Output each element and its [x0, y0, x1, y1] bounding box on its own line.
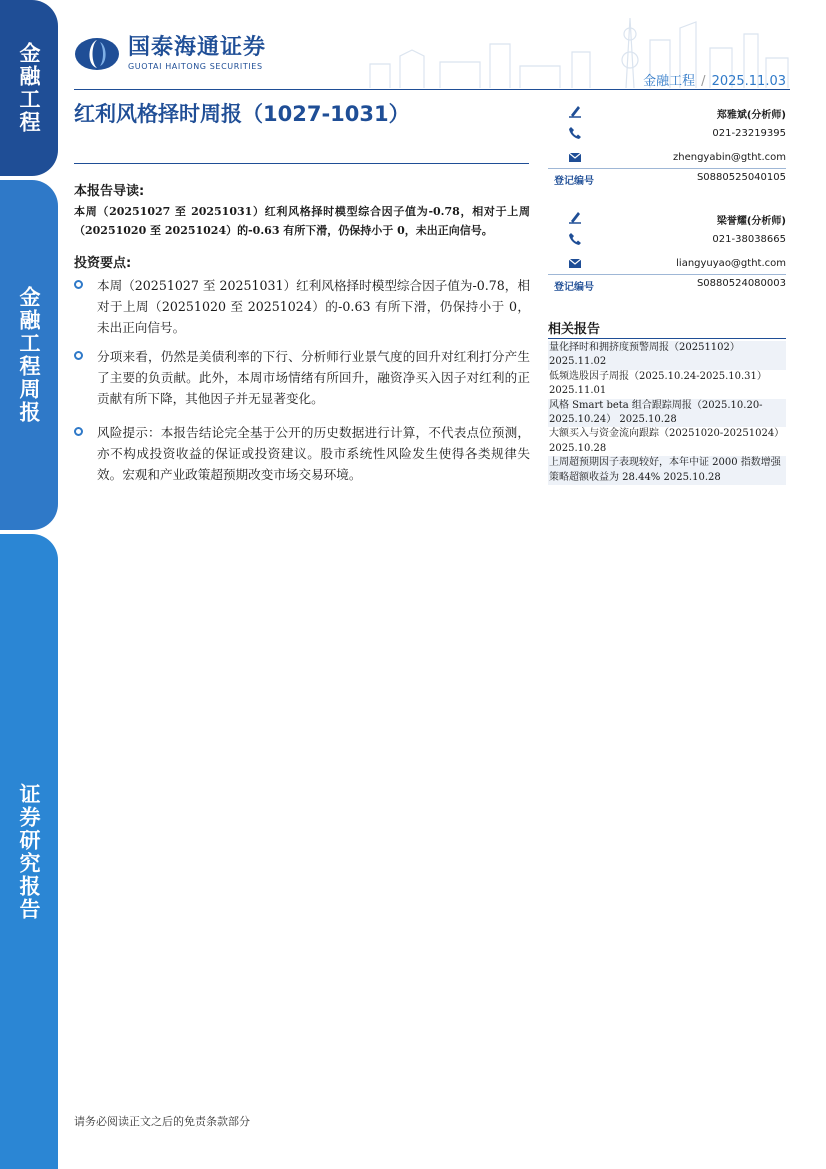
company-logo: [74, 36, 266, 72]
guide-heading: 本报告导读:: [74, 184, 145, 199]
analyst-divider: [548, 168, 786, 169]
related-report-link[interactable]: 大额买入与资金流向跟踪（20251020-20251024） 2025.10.28: [549, 428, 785, 454]
list-item: [74, 422, 530, 485]
related-report-link[interactable]: 风格 Smart beta 组合跟踪周报（2025.10.20-2025.10.24） 2025.10.28: [548, 399, 786, 428]
related-report-link[interactable]: 低频选股因子周报（2025.10.24-2025.10.31） 2025.11.01: [549, 370, 767, 397]
point-text: 分项来看，仍然是美债利率的下行、分析师行业景气度的回升对红利打分产生了主要的负贡献。此外，本周市场情绪有所回升，融资净买入因子对红利的正贡献有所下降，其他因子并无显著变化。: [97, 349, 530, 406]
pen-icon: [568, 210, 582, 224]
email-icon: [568, 256, 582, 270]
side-tab-label: 证券研究报告: [17, 782, 41, 921]
header-category: 金融工程: [643, 74, 696, 89]
analyst-email: zhengyabin@gtht.com: [673, 152, 786, 163]
phone-icon: [568, 126, 582, 140]
title-divider: [74, 163, 529, 164]
bullet-icon: [74, 427, 83, 436]
list-item: [74, 346, 530, 409]
analyst-card: [548, 210, 786, 292]
analyst-name: 梁誉耀(分析师): [716, 216, 786, 227]
related-report-link[interactable]: 上周超预期因子表现较好，本年中证 2000 指数增强策略超额收益为 28.44% 2025.10.28: [548, 456, 786, 485]
header-date: 2025.11.03: [711, 74, 786, 89]
reg-label: 登记编号: [554, 176, 594, 187]
pen-icon: [568, 104, 582, 118]
side-tab-weekly-report: [0, 180, 58, 530]
logo-mark-icon: [74, 37, 120, 71]
side-tab-research-report: [0, 534, 58, 1169]
points-heading: 投资要点:: [74, 256, 132, 271]
analyst-name: 郑雅斌(分析师): [716, 110, 786, 121]
analyst-divider: [548, 274, 786, 275]
related-reports-heading: 相关报告: [548, 322, 601, 337]
header-divider: [74, 89, 790, 90]
bullet-icon: [74, 351, 83, 360]
side-tab-label: 金融工程周报: [17, 286, 41, 424]
analyst-reg-no: S0880525040105: [696, 172, 786, 183]
phone-icon: [568, 232, 582, 246]
email-icon: [568, 150, 582, 164]
header-meta: [643, 70, 786, 89]
guide-body: 本周（20251027 至 20251031）红利风格择时模型综合因子值为-0.78，相对于上周（20251020 至 20251024）的-0.63 有所下滑，仍保持小于 0，未出正向信号。: [74, 205, 530, 237]
list-item: [74, 275, 530, 338]
point-text: 本周（20251027 至 20251031）红利风格择时模型综合因子值为-0.78，相对于上周（20251020 至 20251024）的-0.63 有所下滑，仍保持小于 0，未出正向信号。: [97, 278, 530, 335]
disclaimer-footer: 请务必阅读正文之后的免责条款部分: [74, 1115, 250, 1128]
header-separator: /: [701, 74, 706, 89]
analyst-phone: 021-38038665: [712, 234, 786, 245]
point-text: 风险提示：本报告结论完全基于公开的历史数据进行计算，不代表点位预测，亦不构成投资收益的保证或投资建议。股市系统性风险发生使得各类规律失效。宏观和产业政策超预期改变市场交易环境。: [97, 425, 530, 482]
logo-name-en: GUOTAI HAITONG SECURITIES: [128, 62, 263, 71]
analyst-phone: 021-23219395: [712, 128, 786, 139]
side-tab-label: 金融工程: [17, 42, 41, 134]
logo-name-cn: 国泰海通证券: [128, 35, 267, 60]
related-reports-divider: [548, 338, 786, 339]
analyst-reg-no: S0880524080003: [696, 278, 786, 289]
related-reports-list: [548, 341, 786, 485]
analyst-card: [548, 104, 786, 186]
bullet-icon: [74, 280, 83, 289]
analyst-email: liangyuyao@gtht.com: [676, 258, 786, 269]
page-title: 红利风格择时周报（1027-1031）: [74, 102, 410, 126]
related-report-link[interactable]: 量化择时和拥挤度预警周报（20251102） 2025.11.02: [548, 341, 786, 370]
reg-label: 登记编号: [554, 282, 594, 293]
side-tab-financial-engineering: [0, 0, 58, 176]
